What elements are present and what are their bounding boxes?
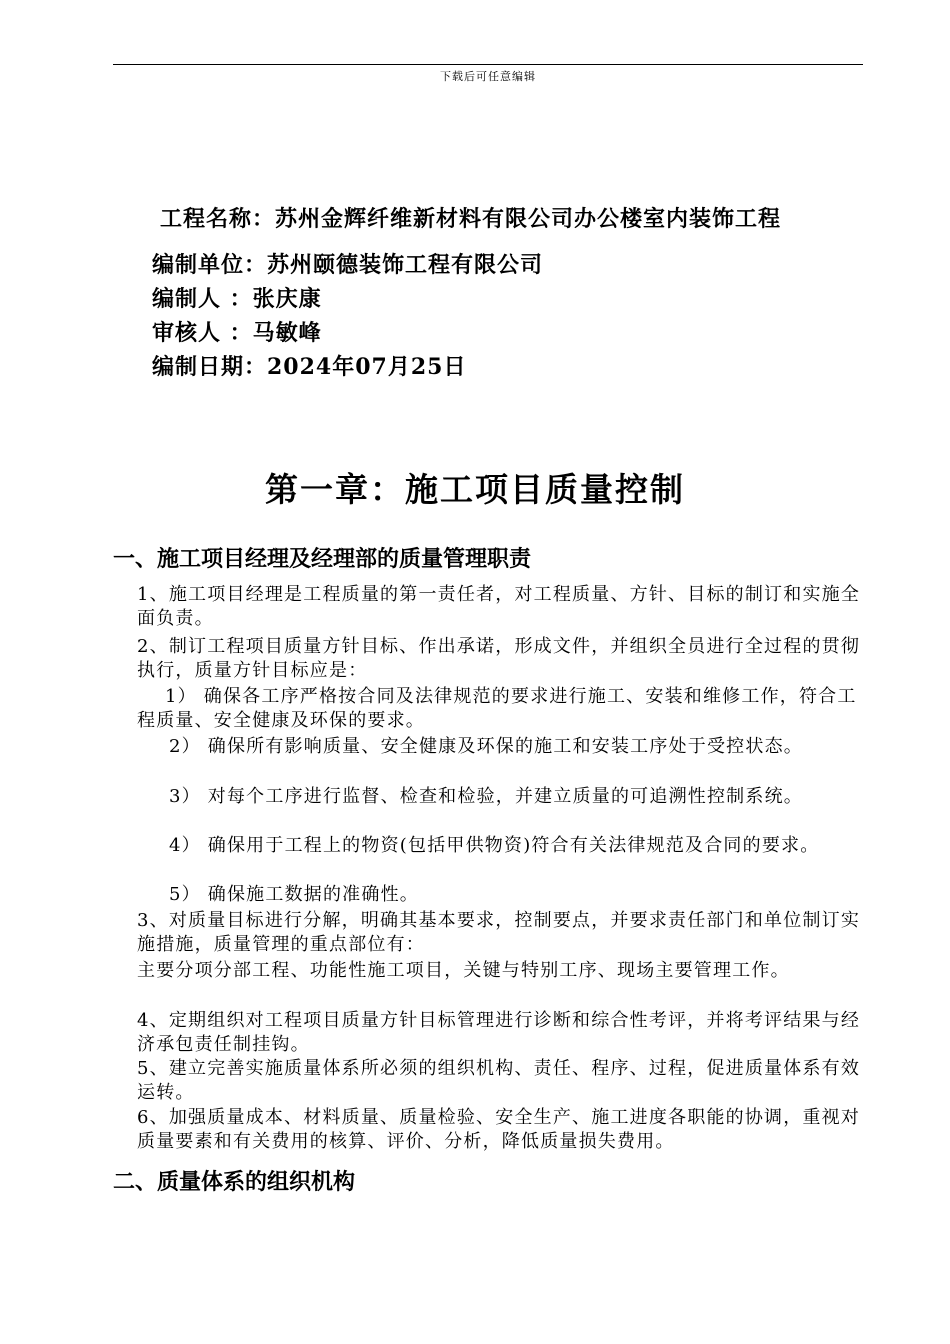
section-2-title: 二、质量体系的组织机构	[113, 1169, 356, 1195]
paragraph-2	[137, 635, 863, 683]
paragraph-5: 5、建立完善实施质量体系所必须的组织机构、责任、程序、过程，促进质量体系有效运转。	[137, 1058, 861, 1103]
project-name: 工程名称：苏州金辉纤维新材料有限公司办公楼室内装饰工程	[160, 206, 782, 232]
list-item-1: 1） 确保各工序严格按合同及法律规范的要求进行施工、安装和维修工作，符合工程质量、安全健康及环保的要求。	[137, 686, 857, 731]
list-item-3: 3） 对每个工序进行监督、检查和检验，并建立质量的可追溯性控制系统。	[169, 786, 803, 807]
paragraph-1-text: 1、施工项目经理是工程质量的第一责任者，对工程质量、方针、目标的制订和实施全面负责。	[137, 584, 861, 629]
paragraph-4: 4、定期组织对工程项目质量方针目标管理进行诊断和综合性考评，并将考评结果与经济承包责任制挂钩。	[137, 1010, 861, 1055]
paragraph-1	[137, 583, 863, 631]
paragraph-2-text: 2、制订工程项目质量方针目标、作出承诺，形成文件，并组织全员进行全过程的贯彻执行，质量方针目标应是：	[137, 636, 861, 681]
header-note: 下载后可任意编辑	[440, 70, 536, 83]
paragraph-3: 3、对质量目标进行分解，明确其基本要求，控制要点，并要求责任部门和单位制订实施措施，质量管理的重点部位有：	[137, 910, 861, 955]
compiling-unit: 编制单位：苏州颐德装饰工程有限公司	[152, 252, 544, 278]
section-1-title: 一、施工项目经理及经理部的质量管理职责	[113, 546, 532, 572]
reviewer: 审核人 ：马敏峰	[152, 320, 322, 346]
paragraph-6: 6、加强质量成本、材料质量、质量检验、安全生产、施工进度各职能的协调，重视对质量要素和有关费用的核算、评价、分析，降低质量损失费用。	[137, 1107, 861, 1152]
chapter-title: 第一章：施工项目质量控制	[265, 470, 685, 509]
list-item-4: 4） 确保用于工程上的物资(包括甲供物资)符合有关法律规范及合同的要求。	[169, 835, 820, 856]
list-item-2: 2） 确保所有影响质量、安全健康及环保的施工和安装工序处于受控状态。	[169, 736, 803, 757]
compiler: 编制人 ：张庆康	[152, 286, 322, 312]
compile-date: 编制日期：2024年07月25日	[152, 354, 467, 380]
list-item-5: 5） 确保施工数据的准确性。	[169, 884, 419, 905]
paragraph-3-continued: 主要分项分部工程、功能性施工项目，关键与特别工序、现场主要管理工作。	[137, 960, 790, 981]
header-rule	[113, 64, 863, 65]
